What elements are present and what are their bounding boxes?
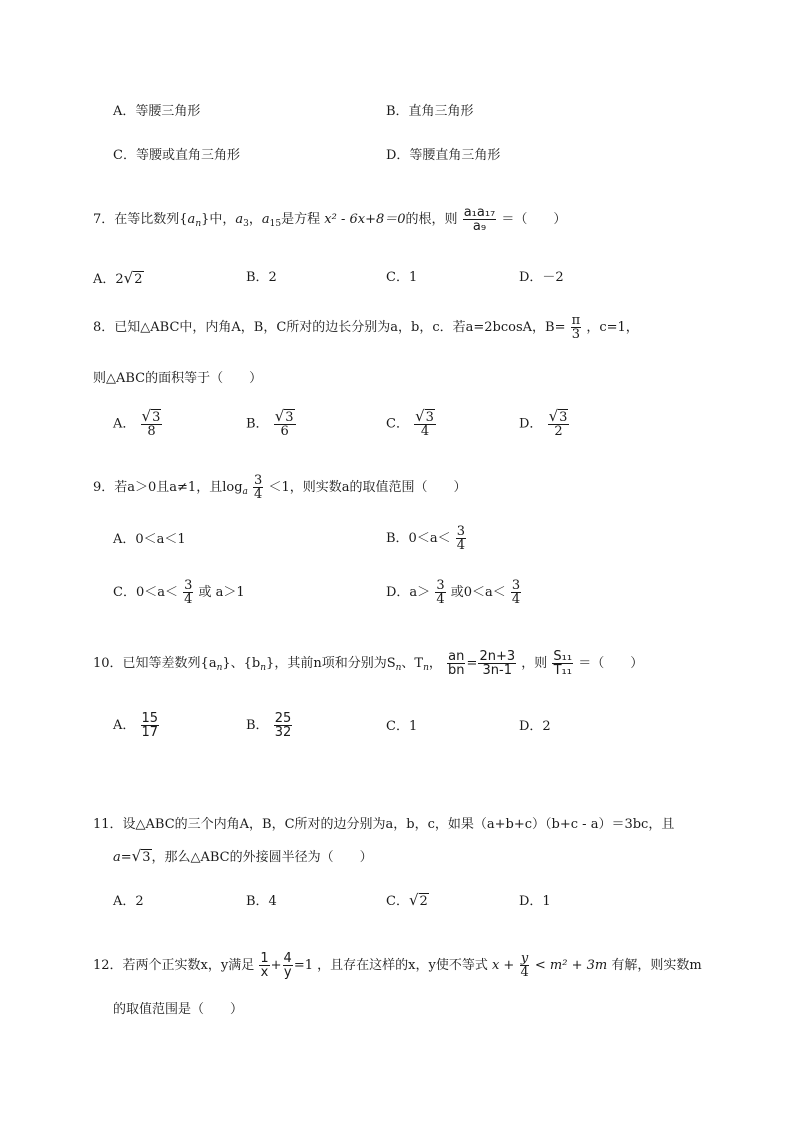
q7-option-c: C．1: [386, 270, 418, 285]
q8-stem-line2: 则△ABC的面积等于（ ）: [93, 371, 263, 386]
q11-option-a: A．2: [113, 894, 144, 909]
q9-stem: 9．若a＞0且a≠1，且$\log_a$ $\frac{3}{4}$ ＜1，则实数a的取值范围（ ）: [93, 473, 467, 502]
q7-option-b: B．2: [246, 270, 277, 285]
q8-option-a: A． $\frac{√3}{8}$: [113, 407, 161, 439]
q8-option-b: B． $\frac{√3}{6}$: [246, 407, 294, 439]
q11-option-d: D．1: [519, 894, 551, 909]
q8-pi-fraction: $\frac{\pi}{3}$: [571, 313, 581, 342]
q9-option-c: C．0＜a＜ $\frac{3}{4}$ 或 a＞1: [113, 578, 245, 607]
q10-stem: 10．已知等差数列$\{a_n\}$、$\{b_n\}$，其前n项和分别为$S_n$、$T_n$， $\frac{an}{bn}$ = $\frac{2n+3}{3n-1}$ ，则 $\frac{\text{S₁₁}}{\text{T₁₁}}$ ＝（ ）: [93, 649, 644, 678]
q12-stem-line2: 的取值范围是（ ）: [113, 1002, 244, 1017]
q7-fraction: $\frac{\text{a₁a₁₇}}{\text{a₉}}$: [463, 205, 496, 234]
q11-option-b: B．4: [246, 894, 277, 909]
q10-option-c: C．1: [386, 719, 418, 734]
q11-stem-line2: a=√3，那么△ABC的外接圆半径为（ ）: [113, 847, 373, 865]
q6-option-a: A．等腰三角形: [113, 104, 201, 119]
q8-option-c: C． $\frac{√3}{4}$: [386, 407, 434, 439]
q6-option-b: B．直角三角形: [386, 104, 474, 119]
q10-option-b: B． $\frac{25}{32}$: [246, 711, 292, 740]
q9-option-a: A．0＜a＜1: [113, 532, 186, 547]
q11-option-c: C．√2: [386, 891, 428, 909]
q6-option-c: C．等腰或直角三角形: [113, 148, 240, 163]
q8-option-d: D． $\frac{√3}{2}$: [519, 407, 568, 439]
q7-stem: 7．在等比数列$\{a_n\}$中，$a_3$，$a_{15}$是方程 x² - 6x+8＝0的根，则 $\frac{\text{a₁a₁₇}}{\text{a₉}}$ ＝（ ）: [93, 205, 567, 234]
q11-stem-line1: 11．设△ABC的三个内角A，B，C所对的边分别为a，b，c，如果（a+b+c）（b+c - a）＝3bc，且: [93, 817, 675, 832]
q7-option-d: D．－2: [519, 270, 564, 285]
q9-option-d: D．a＞ $\frac{3}{4}$ 或0＜a＜ $\frac{3}{4}$: [386, 578, 521, 607]
q6-option-d: D．等腰直角三角形: [386, 148, 501, 163]
sqrt-symbol: √2: [123, 269, 143, 287]
q7-option-a: A．2√2: [93, 269, 143, 287]
q10-option-a: A． $\frac{15}{17}$: [113, 711, 159, 740]
q9-option-b: B．0＜a＜ $\frac{3}{4}$: [386, 524, 465, 553]
q12-stem-line1: 12．若两个正实数x，y满足 $\frac{1}{x}$ + $\frac{4}{y}$ =1 ，且存在这样的x，y使不等式 x + $\frac{y}{4}$ < m² + 3m 有解，则实数m: [93, 951, 702, 980]
q10-option-d: D．2: [519, 719, 551, 734]
q8-stem-line1: 8．已知△ABC中，内角A，B，C所对的边长分别为a，b，c．若a=2bcosA，B= $\frac{\pi}{3}$ ，c=1，: [93, 313, 639, 342]
